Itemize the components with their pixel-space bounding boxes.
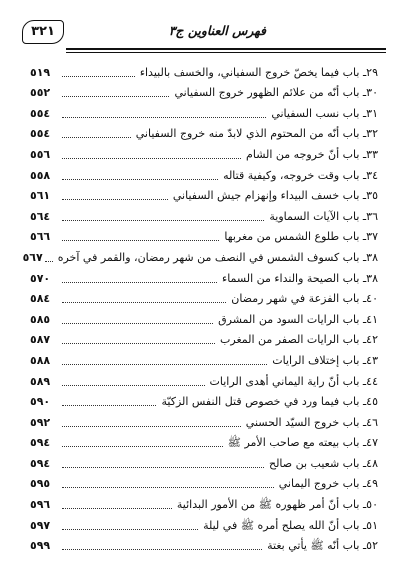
dot-leader xyxy=(62,384,205,386)
toc-entry-title: ٤٠ـ باب الفزعة في شهر رمضان xyxy=(231,292,378,306)
dot-leader xyxy=(45,260,53,262)
table-of-contents xyxy=(22,60,378,554)
toc-entry-title: ٣٨ـ باب كسوف الشمس في النصف من شهر رمضان، والقمر في آخره xyxy=(57,250,378,264)
dot-leader xyxy=(62,178,218,180)
toc-entry-title: ٥٢ـ باب أنّه ﷺ يأتي بغتة xyxy=(267,539,378,553)
toc-entry-page: ٥٩٧ xyxy=(30,518,51,532)
toc-entry xyxy=(30,534,378,555)
toc-entry xyxy=(30,184,378,205)
toc-entry-page: ٥١٩ xyxy=(30,65,51,79)
toc-entry-title: ٤٩ـ باب خروج اليماني xyxy=(278,477,378,491)
toc-entry-title: ٤٣ـ باب إختلاف الرايات xyxy=(272,353,378,367)
toc-entry-page: ٥٩٤ xyxy=(30,456,51,470)
toc-entry-page: ٥٨٩ xyxy=(30,374,51,388)
dot-leader xyxy=(62,322,213,324)
toc-entry xyxy=(30,122,378,143)
toc-entry-title: ٣٦ـ باب الآيات السماوية xyxy=(269,209,378,223)
toc-entry-page: ٥٦٤ xyxy=(30,209,51,223)
toc-entry xyxy=(30,348,378,369)
dot-leader xyxy=(62,95,169,97)
dot-leader xyxy=(62,466,264,468)
toc-entry xyxy=(30,307,378,328)
toc-entry xyxy=(30,369,378,390)
toc-entry-page: ٥٥٢ xyxy=(30,86,51,100)
dot-leader xyxy=(62,528,198,530)
dot-leader xyxy=(62,157,241,159)
dot-leader xyxy=(62,404,156,406)
running-title: فهرس العناوين ج٣ xyxy=(168,23,266,38)
toc-entry-page: ٥٩٦ xyxy=(30,498,51,512)
toc-entry-title: ٣١ـ باب نسب السفياني xyxy=(271,106,378,120)
toc-entry xyxy=(30,163,378,184)
toc-entry-title: ٣٨ـ باب الصيحة والنداء من السماء xyxy=(222,271,378,285)
toc-entry-title: ٢٩ـ باب فيما يخصّ خروج السفياني، والخسف بالبيداء xyxy=(139,65,378,79)
toc-entry xyxy=(30,225,378,246)
toc-entry-page: ٥٧٠ xyxy=(30,271,51,285)
toc-entry xyxy=(22,245,378,266)
page-number: ٣٢١ xyxy=(22,20,64,44)
toc-entry-title: ٤٥ـ باب فيما ورد في خصوص قتل النفس الزكيّة xyxy=(161,395,378,409)
dot-leader xyxy=(62,75,135,77)
toc-entry-page: ٥٩٥ xyxy=(30,477,51,491)
dot-leader xyxy=(62,281,217,283)
toc-entry-title: ٣٢ـ باب أنّه من المحتوم الذي لابدّ منه خروج السفياني xyxy=(135,127,378,141)
toc-entry-page: ٥٥٦ xyxy=(30,147,51,161)
dot-leader xyxy=(62,548,262,550)
toc-entry xyxy=(30,266,378,287)
toc-entry-page: ٥٨٨ xyxy=(30,353,51,367)
dot-leader xyxy=(62,425,241,427)
toc-entry-page: ٥٨٧ xyxy=(30,333,51,347)
toc-entry xyxy=(30,328,378,349)
toc-entry xyxy=(30,101,378,122)
toc-entry-title: ٤٢ـ باب الرايات الصفر من المغرب xyxy=(220,333,378,347)
toc-entry-title: ٤٧ـ باب بيعته مع صاحب الأمر ﷺ xyxy=(227,436,378,450)
toc-entry-page: ٥٩٤ xyxy=(30,436,51,450)
toc-entry xyxy=(30,513,378,534)
toc-entry-title: ٣٣ـ باب أنّ خروجه من الشام xyxy=(246,147,378,161)
toc-entry-page: ٥٥٨ xyxy=(30,168,51,182)
toc-entry-page: ٥٥٤ xyxy=(30,106,51,120)
toc-entry-page: ٥٨٥ xyxy=(30,312,51,326)
dot-leader xyxy=(62,198,168,200)
toc-entry-page: ٥٦٦ xyxy=(30,230,51,244)
toc-entry xyxy=(30,142,378,163)
dot-leader xyxy=(62,239,219,241)
toc-entry-page: ٥٩٠ xyxy=(30,395,51,409)
dot-leader xyxy=(62,219,264,221)
toc-entry-title: ٤١ـ باب الرايات السود من المشرق xyxy=(218,312,378,326)
toc-entry xyxy=(30,287,378,308)
dot-leader xyxy=(62,507,172,509)
toc-entry-title: ٥٠ـ باب أنّ أمر ظهوره ﷺ من الأمور البدائية xyxy=(176,498,378,512)
dot-leader xyxy=(62,116,266,118)
toc-entry-page: ٥٦١ xyxy=(30,189,51,203)
toc-entry-title: ٥١ـ باب أنّ الله يصلح أمره ﷺ في ليلة xyxy=(203,518,378,532)
header-rule-thin xyxy=(66,52,386,53)
toc-entry xyxy=(30,431,378,452)
toc-entry-title: ٣٥ـ باب خسف البيداء وإنهزام جيش السفياني xyxy=(172,189,378,203)
dot-leader xyxy=(62,342,215,344)
toc-entry-title: ٤٨ـ باب شعيب بن صالح xyxy=(268,456,378,470)
dot-leader xyxy=(62,136,131,138)
toc-entry-title: ٣٤ـ باب وقت خروجه، وكيفية قتاله xyxy=(223,168,378,182)
header-rule-thick xyxy=(66,48,386,50)
toc-entry-title: ٣٠ـ باب أنّه من علائم الظهور خروج السفياني xyxy=(174,86,378,100)
toc-entry xyxy=(30,492,378,513)
toc-entry-page: ٥٩٩ xyxy=(30,539,51,553)
toc-entry xyxy=(30,472,378,493)
toc-entry-title: ٤٤ـ باب أنّ راية اليماني أهدى الرايات xyxy=(209,374,378,388)
toc-entry xyxy=(30,451,378,472)
toc-entry-title: ٤٦ـ باب خروج السيّد الحسني xyxy=(245,415,378,429)
page-header xyxy=(22,20,386,46)
toc-entry xyxy=(30,204,378,225)
toc-entry-page: ٥٨٤ xyxy=(30,292,51,306)
dot-leader xyxy=(62,301,226,303)
dot-leader xyxy=(62,445,223,447)
toc-entry xyxy=(30,81,378,102)
toc-entry-page: ٥٥٤ xyxy=(30,127,51,141)
toc-entry xyxy=(30,410,378,431)
dot-leader xyxy=(62,486,274,488)
toc-entry-page: ٥٦٧ xyxy=(22,250,43,264)
toc-entry-page: ٥٩٢ xyxy=(30,415,51,429)
toc-entry xyxy=(30,60,378,81)
dot-leader xyxy=(62,363,267,365)
toc-entry-title: ٣٧ـ باب طلوع الشمس من مغربها xyxy=(224,230,378,244)
toc-entry xyxy=(30,390,378,411)
